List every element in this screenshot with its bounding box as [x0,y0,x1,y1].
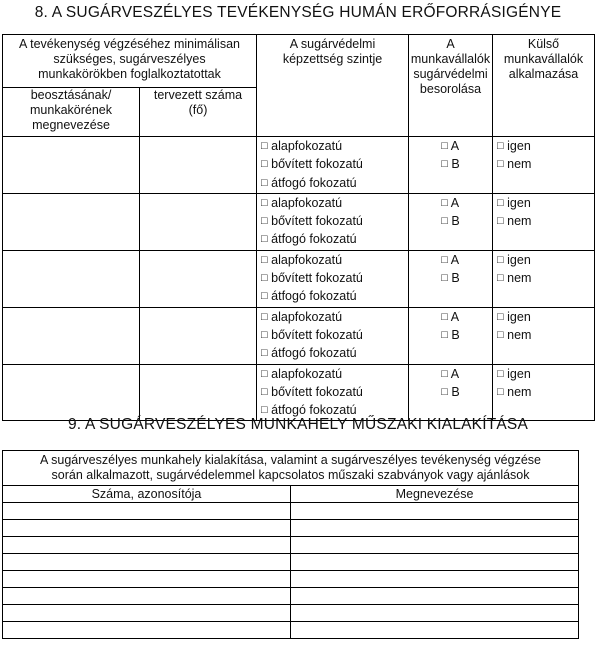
header-worker-classification: A munkavállalók sugárvédelmi besorolása [409,35,493,137]
training-level-option[interactable] [261,138,408,156]
checkbox-icon[interactable]: □ [441,310,448,323]
checkbox-icon[interactable]: □ [497,328,504,341]
checkbox-icon[interactable]: □ [441,196,448,209]
checkbox-icon[interactable]: □ [441,158,448,171]
external-option[interactable] [497,156,594,174]
option-label: átfogó fokozatú [271,175,357,190]
option-label: igen [507,366,531,381]
job-title-cell[interactable] [3,193,140,250]
hr-row [3,137,595,194]
planned-count-cell[interactable] [140,137,257,194]
option-label: alapfokozatú [271,252,343,267]
training-level-option[interactable] [261,175,408,193]
checkbox-icon[interactable]: □ [261,347,268,360]
option-label: bővített fokozatú [271,214,363,229]
training-level-option[interactable] [261,270,408,288]
external-option[interactable] [497,195,594,213]
classification-option[interactable] [441,366,459,384]
option-label: B [451,384,460,399]
classification-option[interactable] [441,270,459,288]
option-label: igen [507,309,531,324]
hr-row [3,193,595,250]
hr-requirements-table [2,34,595,421]
checkbox-icon[interactable]: □ [261,404,268,417]
checkbox-icon[interactable]: □ [261,328,268,341]
checkbox-icon[interactable]: □ [441,328,448,341]
checkbox-icon[interactable]: □ [261,158,268,171]
header-occupations: A tevékenység végzéséhez minimálisan szükséges, sugárveszélyes munkakörökben foglalkoztatottak [3,35,257,88]
section-9-title: 9. A SUGÁRVESZÉLYES MUNKAHELY MŰSZAKI KIALAKÍTÁSA [67,416,529,433]
option-label: átfogó fokozatú [271,403,357,418]
external-option[interactable] [497,252,594,270]
checkbox-icon[interactable]: □ [497,158,504,171]
checkbox-icon[interactable]: □ [261,367,268,380]
training-level-option[interactable] [261,309,408,327]
option-label: átfogó fokozatú [271,346,357,361]
option-label: bővített fokozatú [271,327,363,342]
classification-cell [409,307,493,364]
classification-option[interactable] [441,327,459,345]
option-label: igen [507,139,531,153]
id-number-cell[interactable] [3,571,291,588]
standards-row [3,571,579,588]
hr-row [3,364,595,421]
checkbox-icon[interactable]: □ [261,290,268,303]
checkbox-icon[interactable]: □ [497,215,504,228]
training-level-option[interactable] [261,231,408,249]
checkbox-icon[interactable]: □ [261,233,268,246]
external-workers-cell [493,193,595,250]
checkbox-icon[interactable]: □ [261,176,268,189]
standards-row [3,520,579,537]
option-label: B [451,327,460,342]
planned-count-cell[interactable] [140,364,257,421]
classification-cell [409,250,493,307]
checkbox-icon[interactable]: □ [497,272,504,285]
checkbox-icon[interactable]: □ [441,272,448,285]
option-label: alapfokozatú [271,366,343,381]
section-8-title: 8. A SUGÁRVESZÉLYES TEVÉKENYSÉG HUMÁN ERŐFORRÁSIGÉNYE [34,4,562,21]
checkbox-icon[interactable]: □ [261,272,268,285]
id-number-cell[interactable] [3,520,291,537]
classification-option[interactable] [441,252,459,270]
checkbox-icon[interactable]: □ [497,310,504,323]
classification-cell [409,193,493,250]
training-level-option[interactable] [261,252,408,270]
training-level-option[interactable] [261,345,408,363]
classification-option[interactable] [441,213,459,231]
job-title-cell[interactable] [3,307,140,364]
option-label: A [450,309,460,324]
option-label: B [451,271,460,286]
option-label: A [450,366,460,381]
name-cell[interactable] [291,605,579,622]
option-label: bővített fokozatú [271,271,363,286]
planned-count-cell[interactable] [140,307,257,364]
external-option[interactable] [497,366,594,384]
option-label: nem [507,327,532,342]
checkbox-icon[interactable]: □ [441,215,448,228]
checkbox-icon[interactable]: □ [261,253,268,266]
option-label: nem [507,214,532,229]
checkbox-icon[interactable]: □ [497,385,504,398]
classification-option[interactable] [441,384,459,402]
training-level-option[interactable] [261,195,408,213]
checkbox-icon[interactable]: □ [261,310,268,323]
external-option[interactable] [497,327,594,345]
external-workers-cell [493,307,595,364]
job-title-cell[interactable] [3,364,140,421]
training-level-option[interactable] [261,288,408,306]
header-training-level: A sugárvédelmi képzettség szintje [257,35,409,137]
training-level-cell [257,250,409,307]
checkbox-icon[interactable]: □ [497,140,504,152]
classification-option[interactable] [441,138,459,156]
checkbox-icon[interactable]: □ [441,385,448,398]
option-label: A [450,252,460,267]
checkbox-icon[interactable]: □ [261,385,268,398]
training-level-option[interactable] [261,213,408,231]
standards-row [3,605,579,622]
external-option[interactable] [497,270,594,288]
id-number-cell[interactable] [3,537,291,554]
option-label: A [450,139,460,153]
header-planned-count: tervezett száma (fő) [140,88,257,137]
planned-count-cell[interactable] [140,250,257,307]
name-cell[interactable] [291,554,579,571]
id-number-cell[interactable] [3,605,291,622]
option-label: bővített fokozatú [271,157,363,172]
training-level-option[interactable] [261,156,408,174]
training-level-cell [257,307,409,364]
technical-standards-table [2,450,579,639]
training-level-option[interactable] [261,384,408,402]
checkbox-icon[interactable]: □ [497,253,504,266]
training-level-cell [257,364,409,421]
checkbox-icon[interactable]: □ [261,215,268,228]
option-label: nem [507,271,532,286]
standards-row [3,622,579,639]
standards-header: A sugárveszélyes munkahely kialakítása, valamint a sugárveszélyes tevékenység végzése során alkalmazott, sugárvédelemmel kapcsolatos műszaki szabványok vagy ajánlások [3,451,579,486]
name-cell[interactable] [291,588,579,605]
option-label: bővített fokozatú [271,384,363,399]
option-label: átfogó fokozatú [271,232,357,247]
checkbox-icon[interactable]: □ [261,140,268,152]
training-level-option[interactable] [261,366,408,384]
option-label: A [450,195,460,210]
option-label: nem [507,384,532,399]
classification-option[interactable] [441,156,459,174]
option-label: B [451,214,460,229]
name-cell[interactable] [291,537,579,554]
external-option[interactable] [497,138,594,156]
external-workers-cell [493,137,595,194]
classification-cell [409,364,493,421]
header-job-title: beosztásának/ munkakörének megnevezése [3,88,140,137]
id-number-cell[interactable] [3,588,291,605]
id-number-cell[interactable] [3,503,291,520]
name-cell[interactable] [291,622,579,639]
checkbox-icon[interactable]: □ [261,196,268,209]
standards-row [3,503,579,520]
id-number-cell[interactable] [3,622,291,639]
job-title-cell[interactable] [3,137,140,194]
option-label: alapfokozatú [271,309,343,324]
option-label: igen [507,252,531,267]
standards-row [3,588,579,605]
training-level-option[interactable] [261,327,408,345]
training-level-cell [257,193,409,250]
standards-row [3,554,579,571]
header-name: Megnevezése [291,486,579,503]
classification-cell [409,137,493,194]
checkbox-icon[interactable]: □ [497,196,504,209]
external-option[interactable] [497,213,594,231]
option-label: nem [507,157,532,172]
checkbox-icon[interactable]: □ [441,253,448,266]
external-workers-cell [493,250,595,307]
hr-row [3,250,595,307]
checkbox-icon[interactable]: □ [497,367,504,380]
name-cell[interactable] [291,571,579,588]
external-workers-cell [493,364,595,421]
planned-count-cell[interactable] [140,193,257,250]
job-title-cell[interactable] [3,250,140,307]
external-option[interactable] [497,309,594,327]
id-number-cell[interactable] [3,554,291,571]
checkbox-icon[interactable]: □ [441,140,448,152]
header-external-workers: Külső munkavállalók alkalmazása [493,35,595,137]
name-cell[interactable] [291,503,579,520]
option-label: alapfokozatú [271,195,343,210]
checkbox-icon[interactable]: □ [441,367,448,380]
classification-option[interactable] [441,195,459,213]
option-label: alapfokozatú [271,139,343,153]
standards-row [3,537,579,554]
option-label: igen [507,195,531,210]
training-level-cell [257,137,409,194]
classification-option[interactable] [441,309,459,327]
external-option[interactable] [497,384,594,402]
hr-row [3,307,595,364]
option-label: B [451,157,460,172]
option-label: átfogó fokozatú [271,289,357,304]
name-cell[interactable] [291,520,579,537]
header-id-number: Száma, azonosítója [3,486,291,503]
